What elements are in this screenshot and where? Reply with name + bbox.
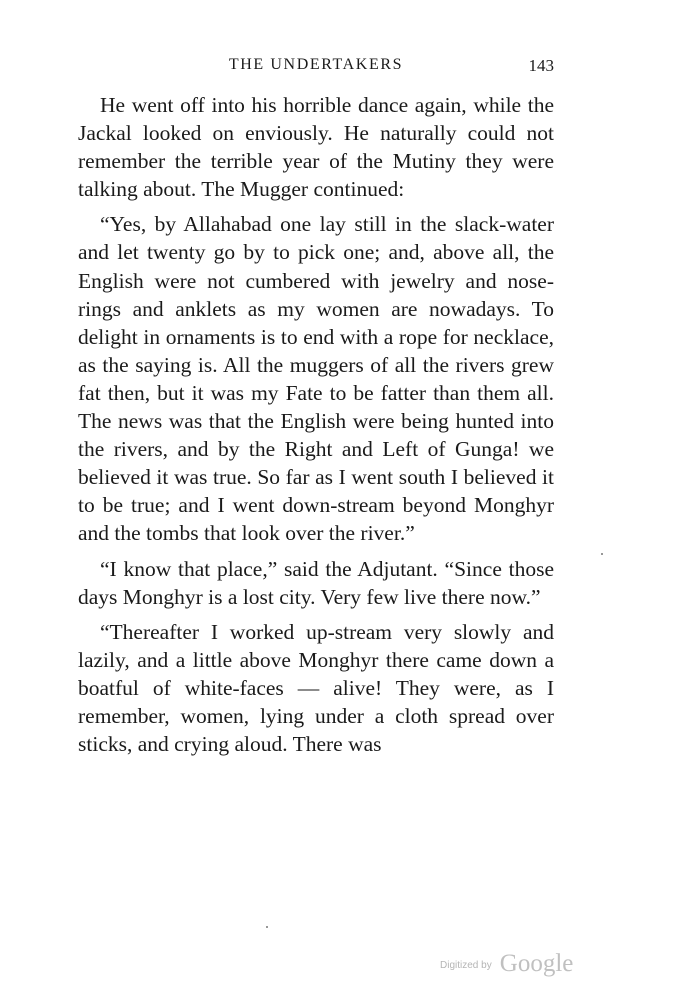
paragraph: “Yes, by Allahabad one lay still in the slack-water and let twenty go by to pick one; and, above all, the English were not cumbered with jewelry and nose-rings and anklets as my women are nowadays. To delight in ornaments is to end with a rope for necklace, as the saying is. All the muggers of all the rivers grew fat then, but it was my Fate to be fatter than them all. The news was that the English were being hunted into the rivers, and by the Right and Left of Gunga! we believed it was true. So far as I went south I believed it to be true; and I went down-stream beyond Monghyr and the tombs that look over the river.” [78, 212, 554, 546]
paragraph: “I know that place,” said the Adjutant. “Since those days Monghyr is a lost city. Very few live there now.” [78, 556, 554, 609]
digitization-watermark [440, 950, 573, 980]
page-header [78, 56, 554, 82]
scan-speck [601, 553, 603, 555]
running-title: THE UNDERTAKERS [228, 56, 404, 73]
body-text [78, 91, 554, 765]
scan-speck [266, 926, 268, 928]
digitized-by-label: Digitized by [440, 960, 492, 971]
paragraph: He went off into his horrible dance again, while the Jackal looked on enviously. He naturally could not remember the terrible year of the Mutiny they were talking about. The Mugger continued: [78, 93, 554, 202]
page-number: 143 [528, 56, 554, 75]
google-logo: Google [499, 950, 574, 977]
paragraph: “Thereafter I worked up-stream very slowly and lazily, and a little above Monghyr there came down a boatful of white-faces — alive! They were, as I remember, women, lying under a cloth spread over sticks, and crying aloud. There was [78, 619, 554, 757]
